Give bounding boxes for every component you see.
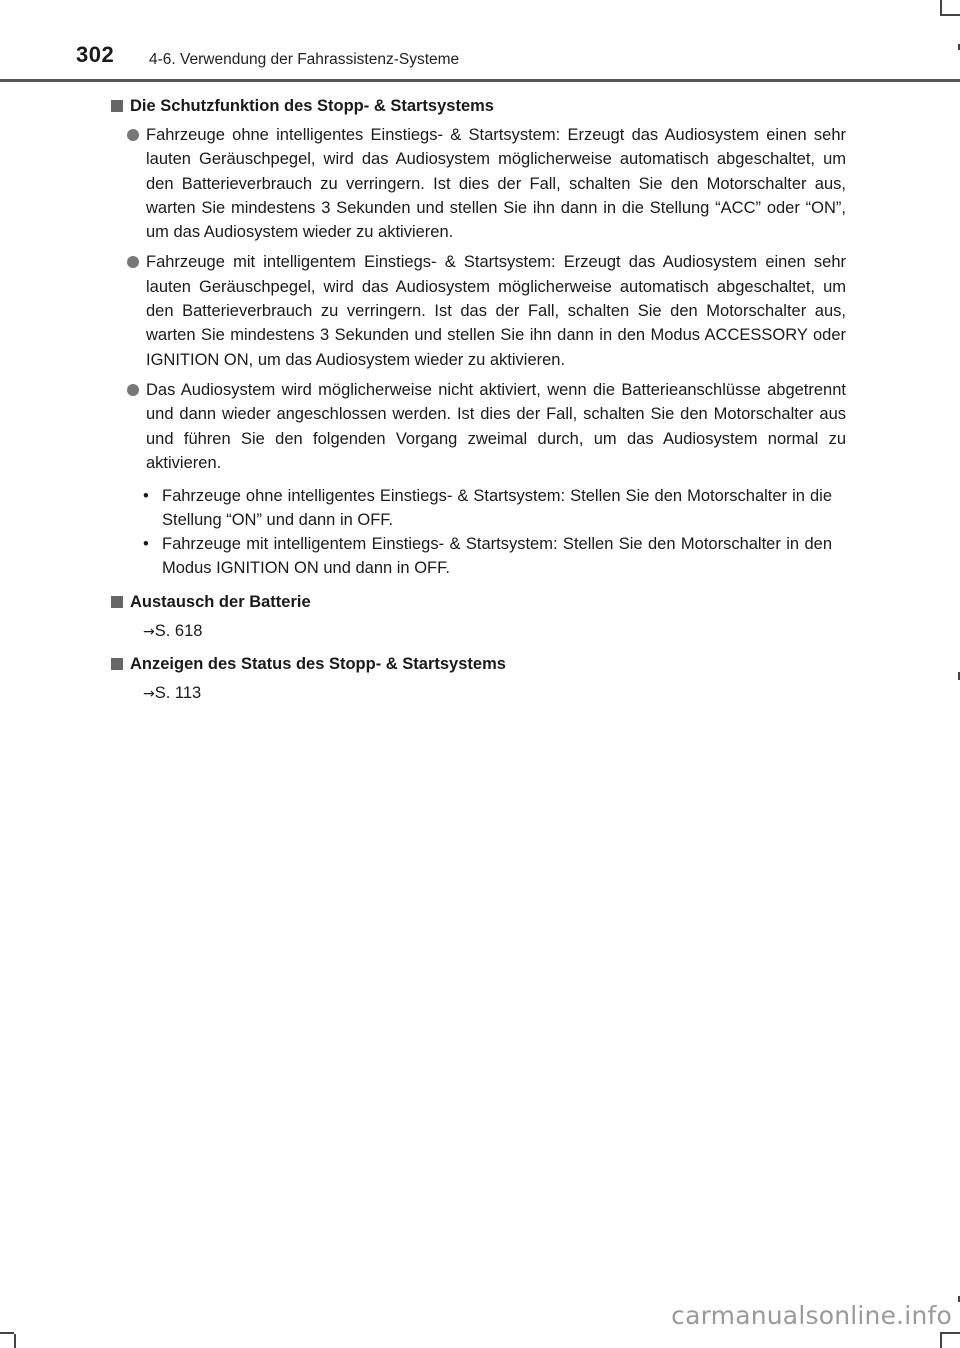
list-item [143, 532, 846, 580]
arrow-right-icon: → [143, 686, 155, 703]
heading-text: Austausch der Batterie [130, 593, 311, 612]
list-bullet: • [143, 487, 149, 506]
reference-text: S. 113 [154, 684, 202, 703]
crop-mark-bottom-left-v [14, 1334, 16, 1348]
bullet-paragraph [127, 123, 846, 244]
bullet-paragraph [127, 250, 846, 371]
page-reference-link[interactable] [143, 619, 846, 644]
procedure-list [143, 484, 846, 580]
crop-mark-bottom-left-h [0, 1332, 14, 1334]
square-bullet-icon [111, 658, 123, 670]
heading-text: Die Schutzfunktion des Stopp- & Startsystems [130, 97, 494, 115]
page-number: 302 [76, 42, 115, 67]
list-bullet: • [143, 535, 149, 554]
reference-text: S. 618 [154, 622, 203, 641]
header-rule [0, 79, 960, 82]
crop-mark-bottom-right-h [940, 1332, 960, 1334]
paragraph-text: Fahrzeuge ohne intelligentes Einstiegs- & Startsystem: Erzeugt das Audiosystem einen sehr lauten Geräuschpegel, wird das Audiosystem möglicherweise automatisch abgeschaltet, um den Batterieverbrauch zu verringern. Ist dies der Fall, schalten Sie den Motorschalter aus, warten Sie mindestens 3 Sekunden und stellen Sie ihn dann in die Stellung “ACC” oder “ON”, um das Audiosystem wieder zu aktivieren. [146, 126, 846, 242]
list-item-text: Fahrzeuge ohne intelligentes Einstiegs- & Startsystem: Stellen Sie den Motorschalter in die Stellung “ON” und dann in OFF. [162, 487, 832, 530]
section-heading-protection [111, 94, 846, 118]
arrow-right-icon: → [143, 624, 155, 641]
page-header [0, 0, 960, 90]
square-bullet-icon [111, 596, 123, 608]
paragraph-text: Das Audiosystem wird möglicherweise nicht aktiviert, wenn die Batterieanschlüsse abgetrennt und dann wieder angeschlossen werden. Ist dies der Fall, schalten Sie den Motorschalter aus und führen Sie den folgenden Vorgang zweimal durch, um das Audiosystem normal zu aktivieren. [146, 380, 846, 472]
section-heading-status [111, 652, 846, 676]
circle-bullet-icon [127, 384, 139, 396]
list-item [143, 484, 846, 532]
crop-mark-top-right-v [940, 0, 942, 14]
page-reference-link[interactable] [143, 681, 846, 706]
heading-text: Anzeigen des Status des Stopp- & Startsystems [130, 655, 506, 674]
section-title: 4-6. Verwendung der Fahrassistenz-Systeme [149, 51, 460, 68]
circle-bullet-icon [127, 256, 139, 268]
circle-bullet-icon [127, 129, 139, 141]
section-heading-battery [111, 590, 846, 614]
square-bullet-icon [111, 100, 123, 112]
crop-mark-top-right-h [940, 14, 960, 16]
bullet-paragraph [127, 378, 846, 475]
paragraph-text: Fahrzeuge mit intelligentem Einstiegs- & Startsystem: Erzeugt das Audiosystem einen sehr lauten Geräuschpegel, wird das Audiosystem möglicherweise automatisch abgeschaltet, um den Batterieverbrauch zu verringern. Ist das der Fall, schalten Sie den Motorschalter aus, warten Sie mindestens 3 Sekunden und stellen Sie ihn dann in den Modus ACCESSORY oder IGNITION ON, um das Audiosystem wieder zu aktivieren. [146, 253, 846, 369]
crop-mark-bottom-right-v [940, 1334, 942, 1348]
page-content [111, 94, 846, 714]
watermark: carmanualsonline.info [671, 1301, 952, 1330]
list-item-text: Fahrzeuge mit intelligentem Einstiegs- & Startsystem: Stellen Sie den Motorschalter in den Modus IGNITION ON und dann in OFF. [162, 535, 832, 578]
